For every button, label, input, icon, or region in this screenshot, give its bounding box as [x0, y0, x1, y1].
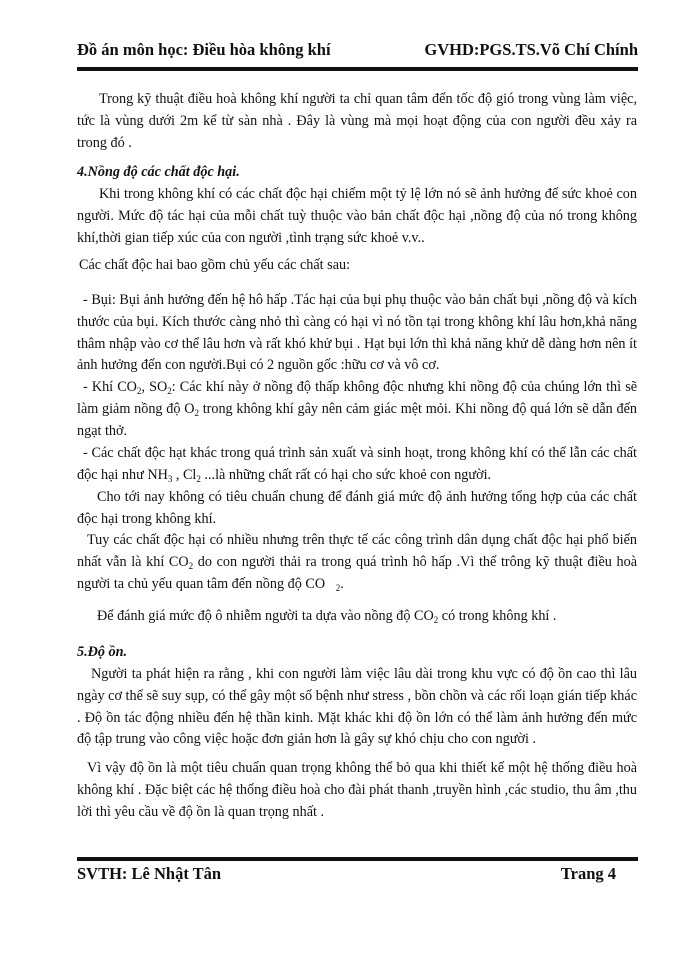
p4-text-3: .	[340, 575, 344, 592]
header-rule	[77, 67, 638, 71]
subscript: 2	[194, 407, 199, 418]
section-4-paragraph-2: Các chất độc hai bao gồm chủ yếu các chất sau:	[79, 257, 351, 273]
other-text-3: ...là những chất rất có hại cho sức khoẻ con người.	[200, 466, 492, 483]
footer-student: SVTH: Lê Nhật Tân	[77, 864, 222, 883]
page-footer	[77, 864, 616, 886]
section-4-paragraph-5	[77, 606, 637, 628]
gas-text-2: , SO	[141, 379, 168, 395]
other-toxins-item	[77, 443, 637, 487]
p5-text-1: Để đánh giá mức độ ô nhiễm người ta dựa vào nồng độ CO	[97, 608, 434, 624]
p5-text-2: có trong không khí .	[438, 608, 557, 624]
subscript: 2	[335, 582, 341, 593]
header-supervisor: GVHD:PGS.TS.Võ Chí Chính	[424, 40, 638, 59]
subscript: 2	[196, 473, 201, 484]
gas-item	[77, 377, 637, 442]
subscript: 2	[136, 386, 142, 396]
subscript: 2	[188, 560, 194, 571]
p4-text-2: do con người thải ra trong quá trình hô hấp .Vì thế trông kỹ thuật điều hoà người ta chủ yếu quan tâm đến nồng độ CO	[77, 553, 637, 592]
gas-text-3: : Các khí này ở nồng độ thấp không độc nhưng khi nồng độ của chúng lớn thì sẽ làm giảm nồng độ O	[77, 379, 638, 417]
other-text-1: - Các chất độc hạt khác trong quá trình sản xuất và sinh hoạt, trong không khí có thể lẫn các chất độc hại như NH	[77, 445, 637, 483]
section-4-paragraph-1: Khi trong không khí có các chất độc hại chiếm một tỷ lệ lớn nó sẽ ảnh hưởng đế sức khoẻ con người. Mức độ tác hại của mỗi chất tuỳ thuộc vào bản chất độc hại ,nồng độ của nó trong không khí,thời gian tiếp xúc của con người ,tình trạng sức khoẻ v.v..	[77, 186, 637, 246]
page-header	[77, 40, 638, 62]
gas-text-1: - Khí CO	[83, 379, 137, 395]
section-4-heading: 4.Nồng độ các chất độc hại.	[77, 164, 240, 180]
other-text-2: , Cl	[172, 466, 197, 483]
section-5-paragraph-2: Vì vậy độ ồn là một tiêu chuẩn quan trọng không thể bỏ qua khi thiết kế một hệ thống điều hoà không khí . Đặc biệt các hệ thống điều hoà cho đài phát thanh ,truyền hình ,các studio, thu âm ,thu lời thì yêu cầu về độ ồn là quan trọng nhất .	[77, 760, 637, 820]
dust-item: - Bụi: Bụi ảnh hưởng đến hệ hô hấp .Tác hại của bụi phụ thuộc vào bản chất bụi ,nồng độ và kích thước của bụi. Kích thước càng nhỏ thì càng có hại vì nó tồn tại trong không khí lâu hơn,khả năng thâm nhập vào cơ thể lâu hơn và rất khó khử bụi . Hạt bụi lớn thì khả năng khử dễ dàng hơn nên ít ảnh hưởng đến con người.Bụi có 2 nguồn gốc :hữu cơ và vô cơ.	[77, 292, 637, 374]
gas-text-4: trong không khí gây nên cảm giác mệt mỏi. Khi nồng độ quá lớn sẽ dẫn đến ngạt thở.	[77, 400, 637, 439]
subscript: 2	[433, 615, 439, 625]
intro-paragraph: Trong kỹ thuật điều hoà không khí người ta chỉ quan tâm đến tốc độ gió trong vùng làm việc, tức là vùng dưới 2m kể từ sàn nhà . Đây là vùng mà mọi hoạt động của con người đều xảy ra trong đó .	[77, 91, 637, 151]
footer-page-number: Trang 4	[560, 864, 616, 883]
subscript: 3	[167, 473, 173, 484]
subscript: 2	[167, 386, 172, 396]
header-course-title: Đồ án môn học: Điều hòa không khí	[77, 40, 331, 59]
section-5-paragraph-1: Người ta phát hiện ra rằng , khi con người làm việc lâu dài trong khu vực có độ ồn cao thì lâu ngày cơ thể sẽ suy sụp, có thể gây một số bệnh như stress , bồn chồn và các rối loạn gián tiếp khác . Độ ồn tác động nhiều đến hệ thần kinh. Mặt khác khi độ ồn lớn có thể làm ảnh hưởng đến mức độ tập trung vào công việc hoặc đơn giản hơn là gây sự khó chịu cho con người .	[77, 666, 637, 748]
footer-rule	[77, 857, 638, 861]
section-5-heading: 5.Độ ồn.	[77, 644, 128, 660]
section-4-paragraph-4	[77, 530, 637, 595]
p4-text-1: Tuy các chất độc hại có nhiều nhưng trên thực tế các công trình dân dụng chất độc hại phổ biến nhất vẫn là khí CO	[77, 532, 637, 570]
section-4-paragraph-3: Cho tới nay không có tiêu chuẩn chung để đánh giá mức độ ảnh hưởng tổng hợp của các chất độc hại trong không khí.	[77, 489, 637, 527]
